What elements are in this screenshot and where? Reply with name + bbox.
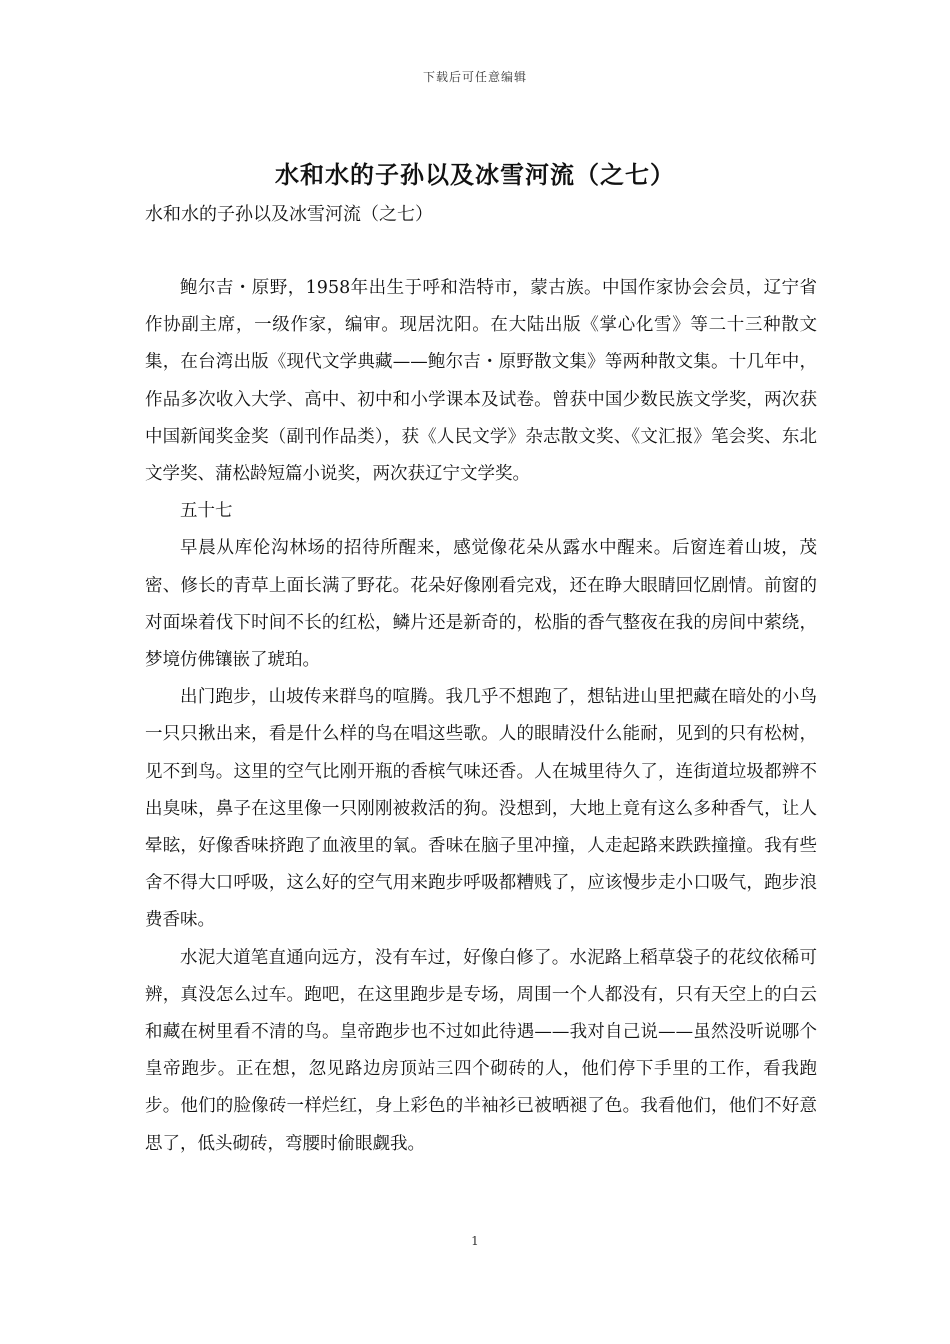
page-number: 1	[471, 1234, 479, 1248]
document-body	[145, 270, 817, 1163]
document-title: 水和水的子孙以及冰雪河流（之七）	[275, 161, 675, 189]
paragraph-author-bio: 鲍尔吉・原野，1958年出生于呼和浩特市，蒙古族。中国作家协会会员，辽宁省作协副主席，一级作家，编审。现居沈阳。在大陆出版《掌心化雪》等二十三种散文集，在台湾出版《现代文学典藏——鲍尔吉・原野散文集》等两种散文集。十几年中，作品多次收入大学、高中、初中和小学课本及试卷。曾获中国少数民族文学奖，两次获中国新闻奖金奖（副刊作品类），获《人民文学》杂志散文奖、《文汇报》笔会奖、东北文学奖、蒲松龄短篇小说奖，两次获辽宁文学奖。	[145, 278, 817, 485]
paragraph-running: 出门跑步，山坡传来群鸟的喧腾。我几乎不想跑了，想钻进山里把藏在暗处的小鸟一只只揪出来，看是什么样的鸟在唱这些歌。人的眼睛没什么能耐，见到的只有松树，见不到鸟。这里的空气比刚开瓶的香槟气味还香。人在城里待久了，连街道垃圾都辨不出臭味，鼻子在这里像一只刚刚被救活的狗。没想到，大地上竟有这么多种香气，让人晕眩，好像香味挤跑了血液里的氧。香味在脑子里冲撞，人走起路来跌跌撞撞。我有些舍不得大口呼吸，这么好的空气用来跑步呼吸都糟贱了，应该慢步走小口吸气，跑步浪费香味。	[145, 687, 817, 931]
paragraph-morning: 早晨从库伦沟林场的招待所醒来，感觉像花朵从露水中醒来。后窗连着山坡，茂密、修长的青草上面长满了野花。花朵好像刚看完戏，还在睁大眼睛回忆剧情。前窗的对面垛着伐下时间不长的红松，鳞片还是新奇的，松脂的香气整夜在我的房间中萦绕，梦境仿佛镶嵌了琥珀。	[145, 538, 817, 671]
document-subtitle: 水和水的子孙以及冰雪河流（之七）	[145, 204, 433, 225]
paragraph-road: 水泥大道笔直通向远方，没有车过，好像白修了。水泥路上稻草袋子的花纹依稀可辨，真没怎么过车。跑吧，在这里跑步是专场，周围一个人都没有，只有天空上的白云和藏在树里看不清的鸟。皇帝跑步也不过如此待遇——我对自己说——虽然没听说哪个皇帝跑步。正在想，忽见路边房顶站三四个砌砖的人，他们停下手里的工作，看我跑步。他们的脸像砖一样烂红，身上彩色的半袖衫已被晒褪了色。我看他们，他们不好意思了，低头砌砖，弯腰时偷眼觑我。	[145, 947, 817, 1154]
page-header: 下载后可任意编辑	[422, 70, 527, 84]
paragraph-section-number: 五十七	[180, 501, 233, 522]
